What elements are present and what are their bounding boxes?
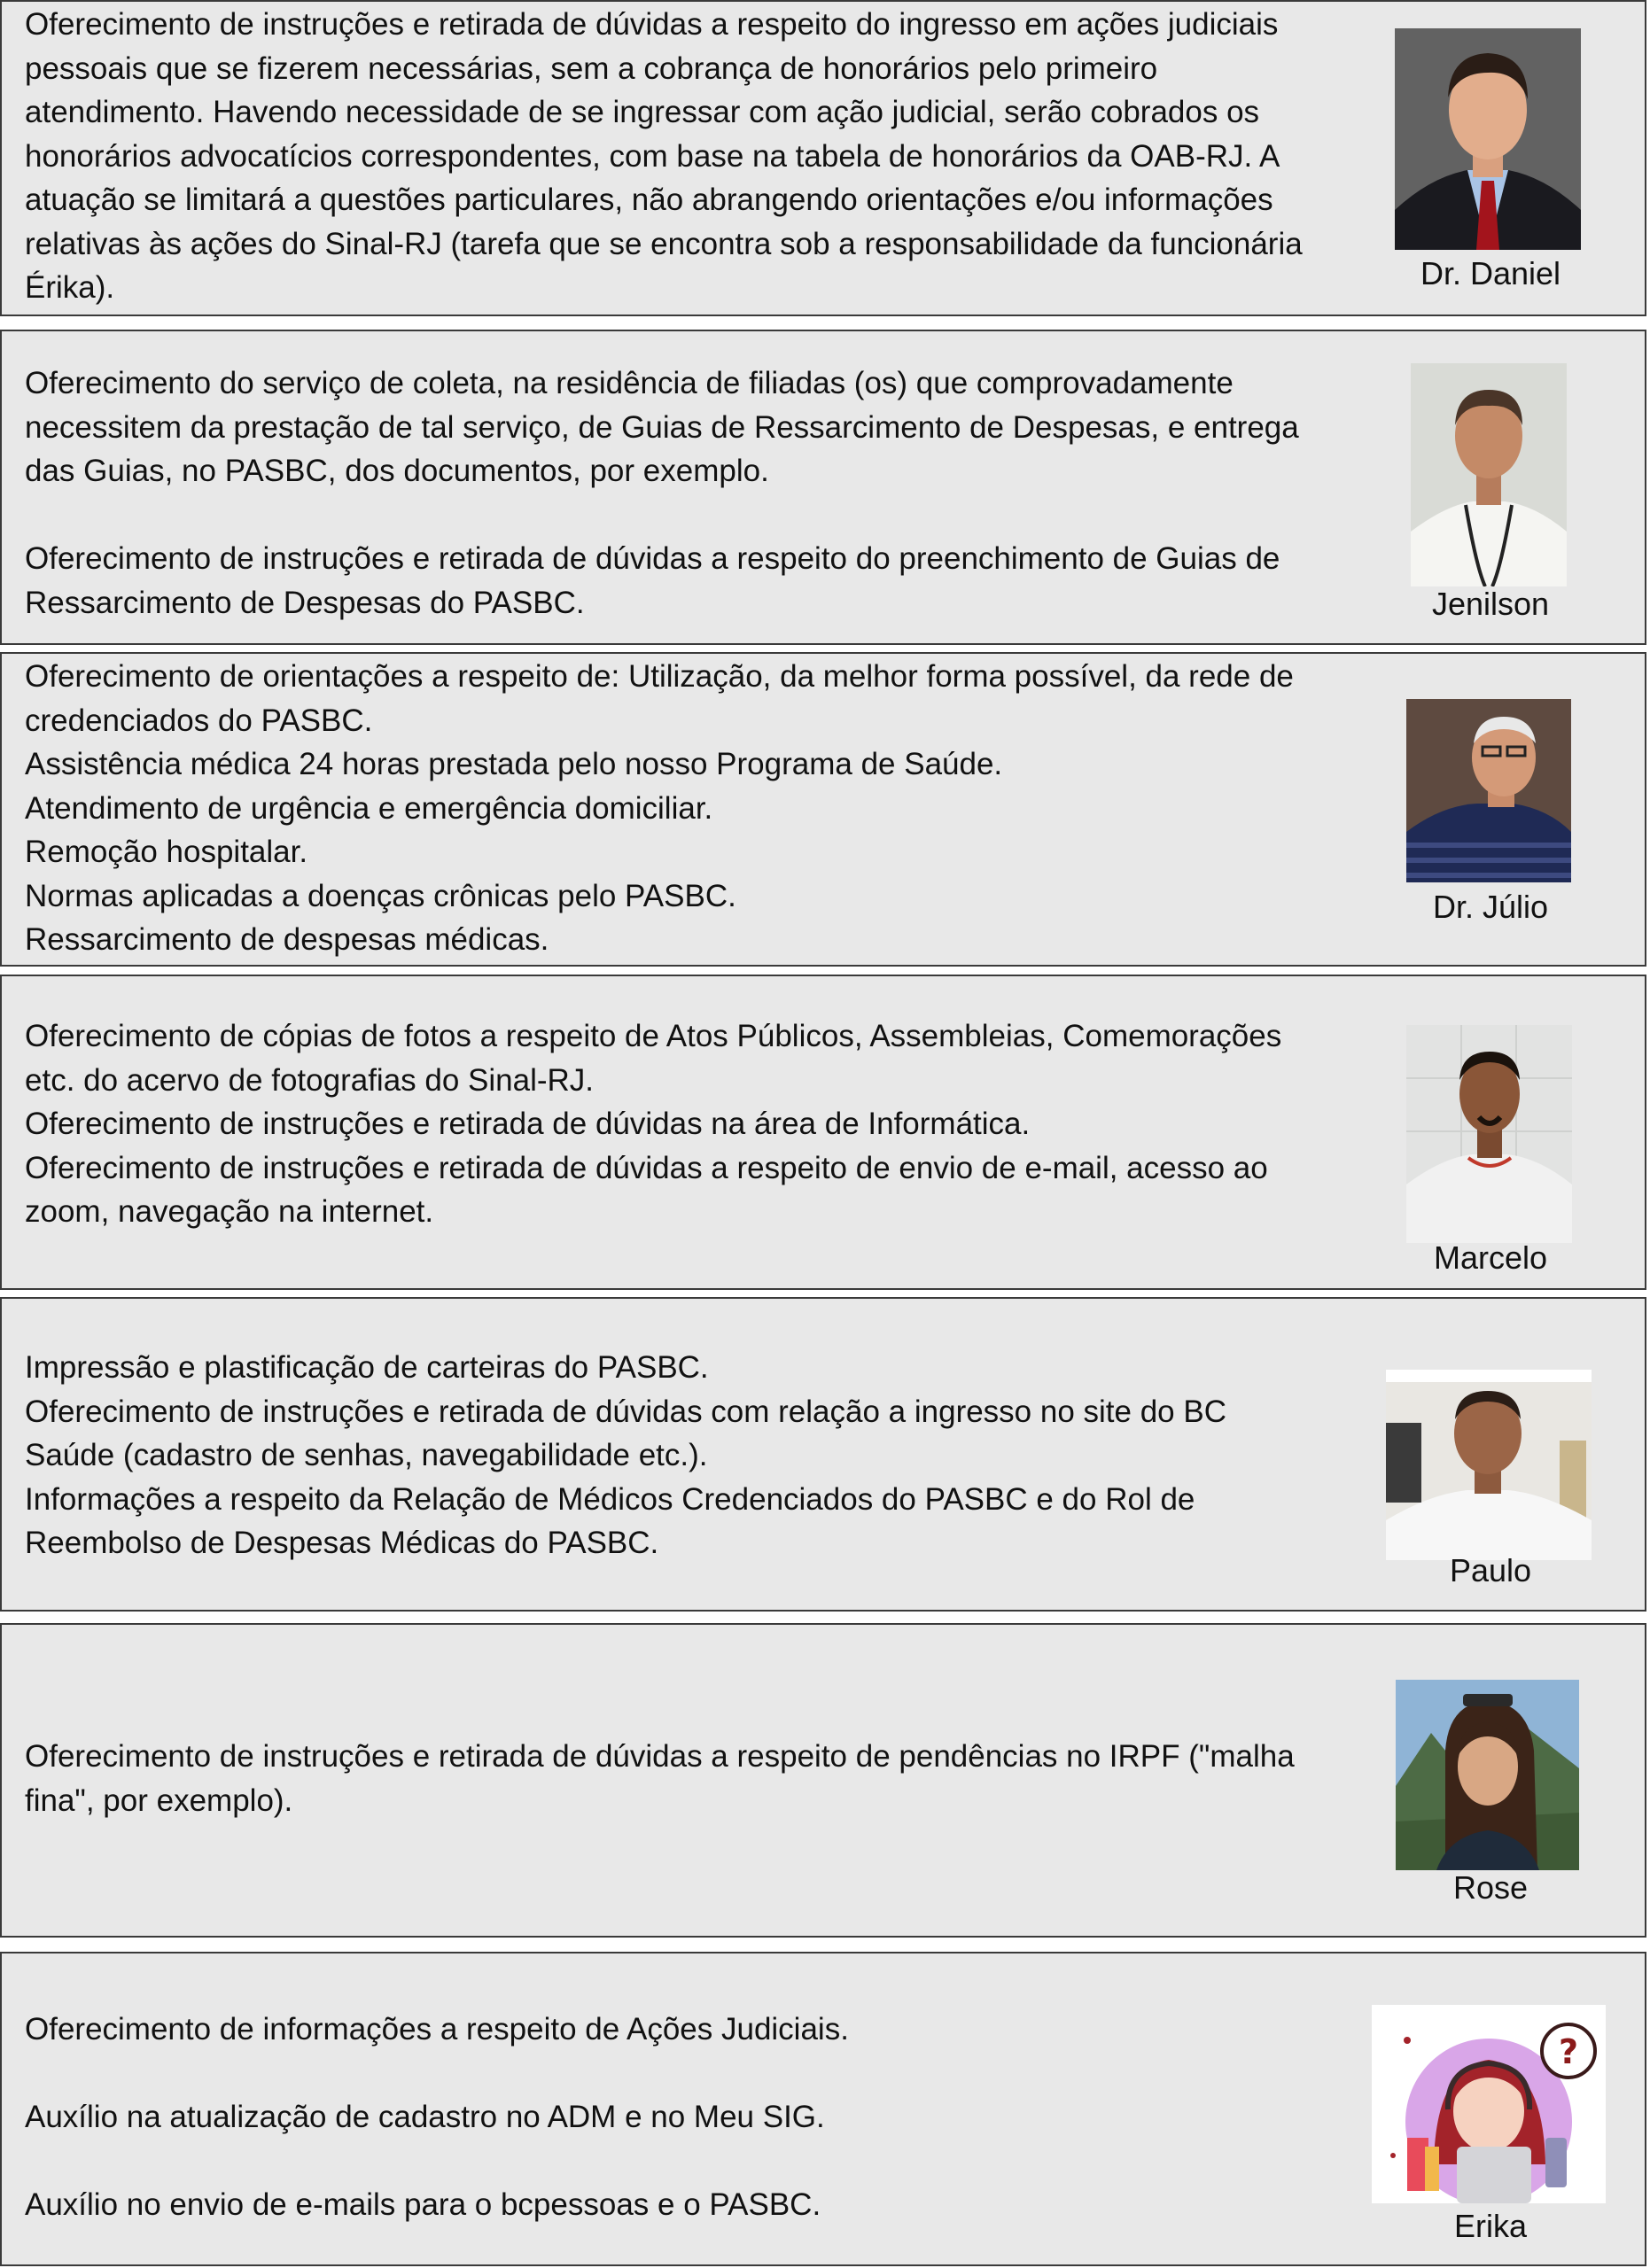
service-card-paulo xyxy=(0,1297,1646,1612)
service-description xyxy=(25,361,1319,625)
service-card-marcelo xyxy=(0,975,1646,1290)
service-card-rose xyxy=(0,1623,1646,1938)
description-paragraph: Oferecimento de instruções e retirada de dúvidas a respeito do preenchimento de Guias de Ressarcimento de Despesas do PASBC. xyxy=(25,541,1280,620)
description-paragraph: Oferecimento do serviço de coleta, na residência de filiadas (os) que comprovadamente necessitem da prestação de tal serviço, de Guias de Ressarcimento de Despesas, e entrega das Guias, no PASBC, dos documentos, por exemplo. xyxy=(25,366,1299,488)
service-description xyxy=(25,1014,1319,1234)
service-description xyxy=(25,3,1319,310)
service-card-dr-daniel xyxy=(0,0,1646,316)
service-card-jenilson xyxy=(0,330,1646,645)
description-paragraph: Oferecimento de instruções e retirada de dúvidas na área de Informática. xyxy=(25,1107,1031,1141)
description-paragraph: Ressarcimento de despesas médicas. xyxy=(25,922,549,957)
description-paragraph: Oferecimento de instruções e retirada de dúvidas a respeito do ingresso em ações judiciais pessoais que se fizerem necessárias, sem a cobrança de honorários pelo primeiro atendimento. Havendo necessidade de se ingressar com ação judicial, serão cobrados os honorários advocatícios correspondentes, com base na tabela de honorários da OAB-RJ. A atuação se limitará a questões particulares, não abrangendo orientações e/ou informações relativas às ações do Sinal-RJ (tarefa que se encontra sob a responsabilidade da funcionária Érika). xyxy=(25,7,1303,305)
person-name: Dr. Daniel xyxy=(1420,255,1561,291)
description-paragraph: Auxílio na atualização de cadastro no ADM e no Meu SIG. xyxy=(25,2100,825,2134)
description-paragraph xyxy=(25,2140,1319,2184)
service-description xyxy=(25,655,1319,962)
dr-julio-photo xyxy=(1406,699,1571,882)
person-name: Paulo xyxy=(1449,1552,1532,1588)
service-description xyxy=(25,1735,1319,1822)
description-paragraph: Oferecimento de orientações a respeito de: Utilização, da melhor forma possível, da rede de credenciados do PASBC. xyxy=(25,659,1294,738)
service-description xyxy=(25,2008,1319,2227)
erika-illustration xyxy=(1372,2005,1606,2203)
description-paragraph xyxy=(25,493,1319,538)
service-card-dr-julio xyxy=(0,652,1646,967)
description-paragraph: Auxílio no envio de e-mails para o bcpessoas e o PASBC. xyxy=(25,2187,821,2222)
description-paragraph: Oferecimento de informações a respeito de Ações Judiciais. xyxy=(25,2012,849,2047)
person-name: Dr. Júlio xyxy=(1432,889,1549,925)
service-description xyxy=(25,1346,1319,1565)
rose-photo xyxy=(1396,1680,1579,1870)
dr-daniel-photo xyxy=(1395,28,1581,250)
description-paragraph: Oferecimento de instruções e retirada de dúvidas a respeito de pendências no IRPF ("malha fina", por exemplo). xyxy=(25,1739,1295,1818)
description-paragraph: Atendimento de urgência e emergência domiciliar. xyxy=(25,790,713,826)
svg-text:?: ? xyxy=(1558,2032,1579,2071)
description-paragraph: Oferecimento de instruções e retirada de dúvidas com relação a ingresso no site do BC Saúde (cadastro de senhas, navegabilidade etc.). xyxy=(25,1394,1226,1472)
paulo-photo xyxy=(1386,1370,1592,1560)
person-name: Rose xyxy=(1452,1869,1529,1906)
description-paragraph: Informações a respeito da Relação de Médicos Credenciados do PASBC e do Rol de Reembolso de Despesas Médicas do PASBC. xyxy=(25,1481,1195,1560)
description-paragraph: Assistência médica 24 horas prestada pelo nosso Programa de Saúde. xyxy=(25,747,1003,781)
service-card-erika xyxy=(0,1952,1646,2266)
description-paragraph: Normas aplicadas a doenças crônicas pelo PASBC. xyxy=(25,878,736,913)
person-name: Marcelo xyxy=(1433,1239,1548,1276)
person-name: Jenilson xyxy=(1431,586,1550,622)
description-paragraph: Oferecimento de instruções e retirada de dúvidas a respeito de envio de e-mail, acesso ao zoom, navegação na internet. xyxy=(25,1150,1268,1229)
description-paragraph xyxy=(25,2052,1319,2096)
description-paragraph: Remoção hospitalar. xyxy=(25,835,308,869)
jenilson-photo xyxy=(1411,363,1567,586)
description-paragraph: Oferecimento de cópias de fotos a respeito de Atos Públicos, Assembleias, Comemorações etc. do acervo de fotografias do Sinal-RJ. xyxy=(25,1019,1282,1098)
marcelo-photo xyxy=(1406,1025,1572,1243)
description-paragraph: Impressão e plastificação de carteiras do PASBC. xyxy=(25,1350,709,1385)
person-name: Erika xyxy=(1453,2208,1528,2244)
